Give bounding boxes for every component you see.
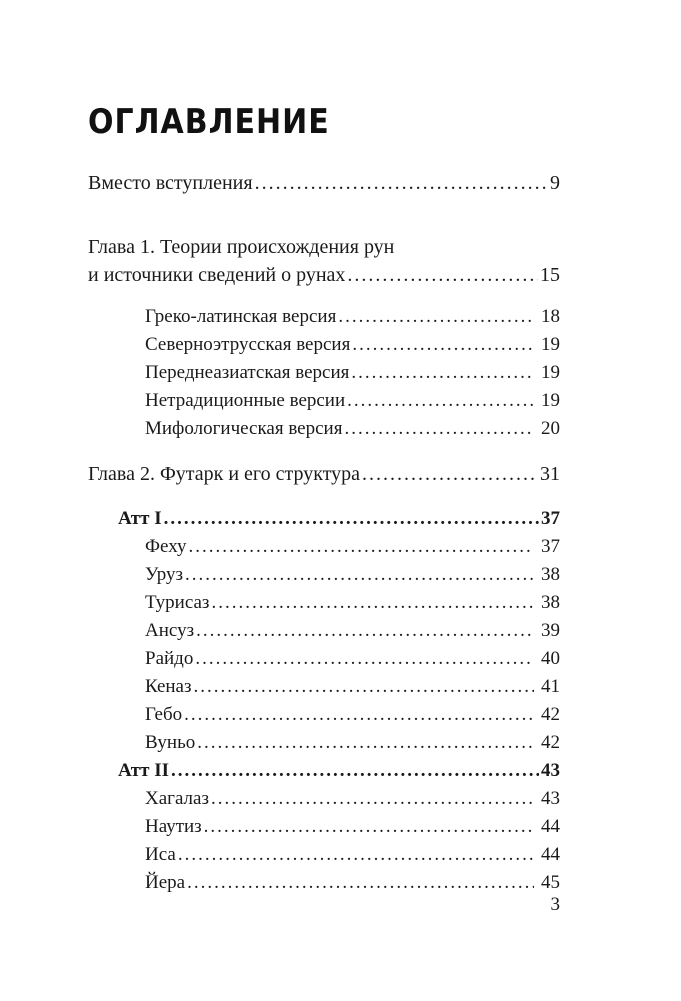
toc-entry-label: Нетрадиционные версии (145, 390, 346, 411)
toc-entry-line (118, 505, 560, 533)
toc-entry (88, 415, 560, 443)
toc-entry-line (145, 387, 560, 415)
toc-entry-label: Гебо (145, 704, 183, 725)
toc-entry-line (118, 757, 560, 785)
toc-entry-label: и источники сведений о рунах (88, 264, 346, 286)
toc-entry-label: Райдо (145, 648, 194, 669)
toc-leader-dots (194, 673, 535, 701)
toc-entry-line (88, 460, 560, 488)
toc-entry-page: 37 (541, 536, 560, 557)
toc-entry-label: Вуньо (145, 732, 196, 753)
toc-leader-dots (255, 169, 548, 197)
toc-entry-line (145, 729, 560, 757)
toc-entry-page: 41 (541, 676, 560, 697)
toc-entry (88, 785, 560, 813)
toc-entry-label: Йера (145, 872, 186, 893)
toc-entry-line (145, 303, 560, 331)
toc-entry-page: 44 (541, 816, 560, 837)
toc-entry-preline: Глава 1. Теории происхождения рун (88, 236, 395, 258)
toc-leader-dots (171, 757, 539, 785)
toc-entry-page: 38 (541, 592, 560, 613)
page-title: ОГЛАВЛЕНИЕ (88, 102, 330, 143)
toc-entry-line (145, 359, 560, 387)
toc-leader-dots (184, 701, 534, 729)
toc-leader-dots (197, 729, 534, 757)
toc-entry-line (145, 415, 560, 443)
toc-entry-page: 40 (541, 648, 560, 669)
toc-entry-line (145, 589, 560, 617)
toc-entry-page: 42 (541, 704, 560, 725)
toc-entry (88, 233, 560, 289)
toc-entry-label: Греко-латинская версия (145, 306, 337, 327)
toc-entry (88, 757, 560, 785)
toc-entry-label: Хагалаз (145, 788, 209, 809)
toc-entry-line (145, 331, 560, 359)
toc-leader-dots (347, 261, 538, 289)
toc-entry (88, 359, 560, 387)
toc-leader-dots (178, 841, 534, 869)
toc-entry-page: 38 (541, 564, 560, 585)
toc-entry-page: 31 (540, 463, 560, 485)
toc-entry-label: Иса (145, 844, 176, 865)
toc-entry-page: 19 (541, 390, 560, 411)
toc-entry (88, 673, 560, 701)
toc-entry-page: 45 (541, 872, 560, 893)
toc-entry (88, 505, 560, 533)
toc-entry-label: Атт I (118, 508, 162, 529)
toc-leader-dots (204, 813, 534, 841)
toc-entry-line (88, 261, 560, 289)
toc-entry (88, 645, 560, 673)
toc-entry-label: Уруз (145, 564, 184, 585)
toc-entry-label: Вместо вступления (88, 172, 253, 194)
toc-leader-dots (187, 869, 534, 897)
toc-entry-label: Кеназ (145, 676, 192, 697)
toc-content (88, 102, 560, 897)
toc-entry-label: Турисаз (145, 592, 210, 613)
toc-entry (88, 617, 560, 645)
toc-entry-label: Наутиз (145, 816, 202, 837)
toc-entry (88, 169, 560, 197)
toc-entry-label: Глава 2. Футарк и его структура (88, 463, 361, 485)
toc-leader-dots (352, 331, 534, 359)
toc-entry-label: Северноэтрусская версия (145, 334, 351, 355)
toc-entry-page: 20 (541, 418, 560, 439)
toc-leader-dots (195, 645, 534, 673)
toc-leader-dots (188, 533, 534, 561)
toc-entry-page: 43 (541, 788, 560, 809)
toc-leader-dots (347, 387, 534, 415)
folio-page-number: 3 (550, 894, 560, 915)
toc-entry-page: 44 (541, 844, 560, 865)
toc-entry-label: Атт II (118, 760, 169, 781)
toc-entry (88, 303, 560, 331)
toc-leader-dots (362, 460, 538, 488)
toc-entry (88, 701, 560, 729)
toc-entry-line (145, 841, 560, 869)
toc-entry (88, 869, 560, 897)
toc-entry (88, 533, 560, 561)
toc-entry (88, 460, 560, 488)
toc-leader-dots (351, 359, 534, 387)
toc-entry-page: 37 (541, 508, 560, 529)
toc-entry (88, 729, 560, 757)
toc-entry-line (145, 701, 560, 729)
toc-leader-dots (164, 505, 539, 533)
toc-entry-page: 19 (541, 334, 560, 355)
toc-entry-page: 18 (541, 306, 560, 327)
toc-leader-dots (211, 589, 534, 617)
toc-leader-dots (338, 303, 534, 331)
toc-entry (88, 561, 560, 589)
toc-entry-label: Ансуз (145, 620, 195, 641)
toc-entry (88, 387, 560, 415)
toc-entry-label: Переднеазиатская версия (145, 362, 350, 383)
toc-entry-line (145, 785, 560, 813)
toc-entry-line (145, 869, 560, 897)
toc-entry-page: 43 (541, 760, 560, 781)
toc-entry-label: Феху (145, 536, 187, 557)
toc-leader-dots (344, 415, 534, 443)
toc-entry-page: 42 (541, 732, 560, 753)
toc-entry (88, 331, 560, 359)
toc-entry-line (88, 169, 560, 197)
toc-entry (88, 841, 560, 869)
toc-entry-page: 39 (541, 620, 560, 641)
toc-leader-dots (196, 617, 534, 645)
toc-entry-page: 15 (540, 264, 560, 286)
toc-entry-line (145, 645, 560, 673)
toc-entry-page: 19 (541, 362, 560, 383)
toc-entry-label: Мифологическая версия (145, 418, 343, 439)
toc-entry-line (145, 673, 560, 701)
toc-list (88, 169, 560, 897)
toc-entry (88, 813, 560, 841)
toc-entry-line (145, 533, 560, 561)
toc-entry (88, 589, 560, 617)
toc-leader-dots (211, 785, 534, 813)
toc-entry-line (145, 561, 560, 589)
toc-entry-line (145, 813, 560, 841)
toc-entry-line (145, 617, 560, 645)
toc-leader-dots (185, 561, 534, 589)
toc-entry-page: 9 (550, 172, 560, 194)
